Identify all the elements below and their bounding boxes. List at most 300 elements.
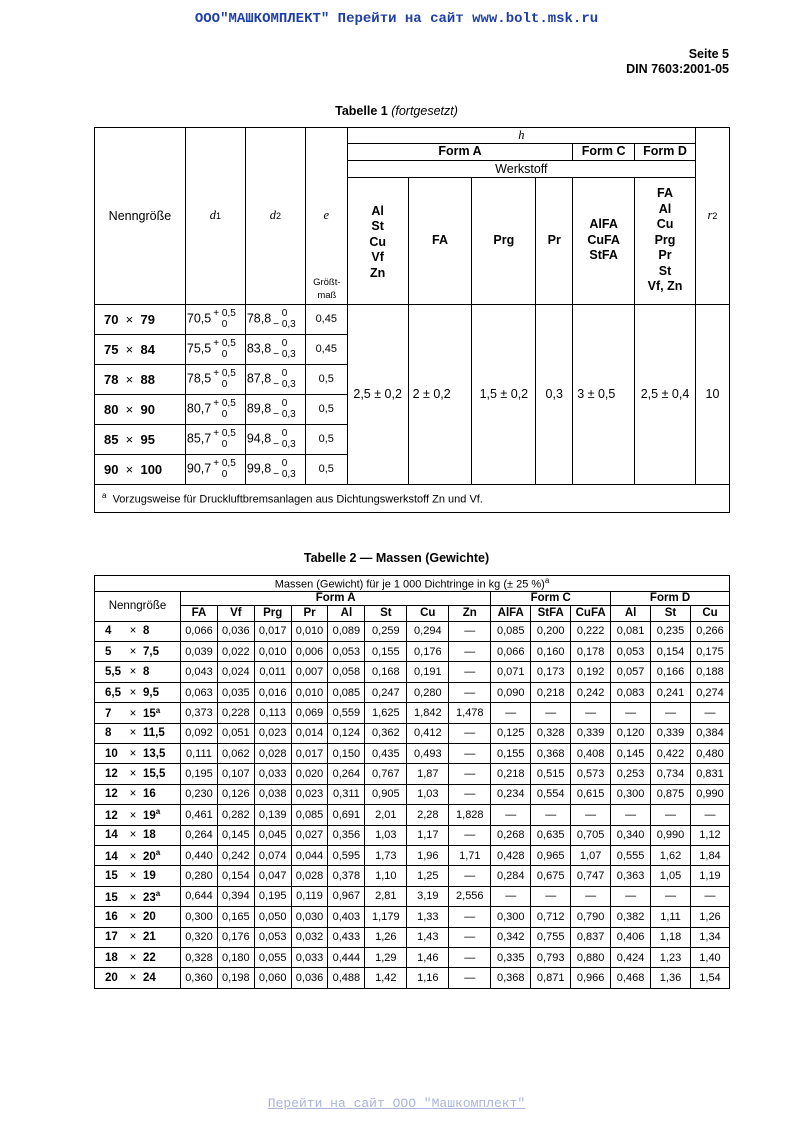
page-number: Seite 5 <box>688 47 729 61</box>
mass-value: 0,023 <box>291 784 328 804</box>
mass-value: 0,066 <box>491 642 531 662</box>
mass-value: — <box>690 886 729 906</box>
mass-value: 0,035 <box>217 682 254 702</box>
mass-value: — <box>449 642 491 662</box>
mass-value: 0,027 <box>291 825 328 845</box>
mass-value: 0,033 <box>291 947 328 967</box>
mass-value: 0,145 <box>217 825 254 845</box>
mass-value: 0,030 <box>291 907 328 927</box>
material-column-header: Zn <box>449 605 491 621</box>
mass-value: 0,074 <box>254 845 291 865</box>
mass-value: 0,198 <box>217 968 254 988</box>
mass-value: 0,006 <box>291 642 328 662</box>
mass-value: 0,259 <box>365 621 407 641</box>
mass-value: — <box>491 805 531 825</box>
mass-value: 0,124 <box>328 723 365 743</box>
mass-value: 1,16 <box>407 968 449 988</box>
mass-value: 0,675 <box>531 866 571 886</box>
size-cell: 12 × 15,5 <box>95 764 181 784</box>
mass-value: — <box>449 682 491 702</box>
mass-value: 1,03 <box>407 784 449 804</box>
mass-value: 0,234 <box>491 784 531 804</box>
mass-value: 0,264 <box>328 764 365 784</box>
mass-value: 0,480 <box>690 744 729 764</box>
mass-value: 0,990 <box>651 825 691 845</box>
mass-value: 2,81 <box>365 886 407 906</box>
mass-value: 0,403 <box>328 907 365 927</box>
mass-value: 0,595 <box>328 845 365 865</box>
mass-value: 0,831 <box>690 764 729 784</box>
material-column-header: Cu <box>407 605 449 621</box>
mass-value: 0,085 <box>328 682 365 702</box>
mass-value: 0,294 <box>407 621 449 641</box>
mass-value: 0,300 <box>491 907 531 927</box>
form-c-header: Form C <box>573 144 635 161</box>
table2-row <box>95 866 730 886</box>
mass-value: 0,412 <box>407 723 449 743</box>
mass-value: 0,050 <box>254 907 291 927</box>
mass-value: 0,268 <box>491 825 531 845</box>
mass-value: 0,274 <box>690 682 729 702</box>
footer-link[interactable]: Перейти на сайт ООО "Машкомплект" <box>267 1096 526 1111</box>
mass-value: 3,19 <box>407 886 449 906</box>
mass-value: 1,10 <box>365 866 407 886</box>
d1-cell: 75,5 + 0,5 0 <box>185 334 245 364</box>
mass-value: 0,058 <box>328 662 365 682</box>
table2-row <box>95 886 730 906</box>
mass-value: 0,071 <box>491 662 531 682</box>
table2-row <box>95 723 730 743</box>
mass-value: 0,055 <box>254 947 291 967</box>
mass-value: 0,119 <box>291 886 328 906</box>
d2-cell: 99,8 0 − 0,3 <box>245 454 305 484</box>
mass-value: 0,007 <box>291 662 328 682</box>
material-d-header: FA Al Cu Prg Pr St Vf, Zn <box>635 177 696 304</box>
d2-cell: 89,8 0 − 0,3 <box>245 394 305 424</box>
size-cell: 90 × 100 <box>95 454 186 484</box>
mass-value: 1,87 <box>407 764 449 784</box>
mass-value: — <box>651 886 691 906</box>
mass-value: — <box>611 703 651 723</box>
table2-row <box>95 703 730 723</box>
size-cell: 4 × 8 <box>95 621 181 641</box>
h-pr-value: 0,3 <box>536 304 573 484</box>
mass-value: 0,368 <box>491 968 531 988</box>
mass-value: — <box>491 886 531 906</box>
mass-value: 0,242 <box>571 682 611 702</box>
material-column-header: FA <box>181 605 218 621</box>
d1-cell: 90,7 + 0,5 0 <box>185 454 245 484</box>
size-cell: 10 × 13,5 <box>95 744 181 764</box>
mass-value: 0,033 <box>254 764 291 784</box>
mass-value: 1,34 <box>690 927 729 947</box>
mass-value: 0,010 <box>254 642 291 662</box>
mass-value: 1,05 <box>651 866 691 886</box>
mass-value: 0,378 <box>328 866 365 886</box>
nenngroesse-header: Nenngröße <box>95 128 186 305</box>
mass-value: 0,242 <box>217 845 254 865</box>
mass-value: 0,051 <box>217 723 254 743</box>
mass-value: 0,793 <box>531 947 571 967</box>
mass-value: 0,368 <box>531 744 571 764</box>
table2-row <box>95 968 730 988</box>
form-d-header: Form D <box>611 591 730 605</box>
mass-value: 0,360 <box>181 968 218 988</box>
mass-value: 0,036 <box>291 968 328 988</box>
mass-value: — <box>449 907 491 927</box>
table2-row <box>95 764 730 784</box>
mass-value: 0,069 <box>291 703 328 723</box>
mass-value: 0,734 <box>651 764 691 784</box>
table2 <box>94 575 730 989</box>
mass-value: 1,17 <box>407 825 449 845</box>
mass-value: 0,615 <box>571 784 611 804</box>
size-cell: $14 \times 20^a$ <box>95 845 181 865</box>
mass-value: 0,154 <box>651 642 691 662</box>
mass-value: 1,26 <box>365 927 407 947</box>
mass-value: 0,342 <box>491 927 531 947</box>
mass-value: 0,113 <box>254 703 291 723</box>
mass-value: — <box>449 723 491 743</box>
mass-value: — <box>449 927 491 947</box>
table1-footnote: $^a$ Vorzugsweise für Druckluftbremsanlagen aus Dichtungswerkstoff Zn und Vf. <box>95 484 730 512</box>
table2-row <box>95 642 730 662</box>
e-cell: 0,45 <box>305 334 347 364</box>
material-column-header: Prg <box>254 605 291 621</box>
mass-value: 0,139 <box>254 805 291 825</box>
mass-value: 0,032 <box>291 927 328 947</box>
mass-value: 0,057 <box>611 662 651 682</box>
mass-value: — <box>651 805 691 825</box>
mass-value: 0,468 <box>611 968 651 988</box>
material-column-header: Pr <box>291 605 328 621</box>
table1-row <box>95 304 730 334</box>
size-cell: 18 × 22 <box>95 947 181 967</box>
mass-value: 0,406 <box>611 927 651 947</box>
mass-value: 0,311 <box>328 784 365 804</box>
mass-value: 0,195 <box>254 886 291 906</box>
mass-value: 0,175 <box>690 642 729 662</box>
e-cell: 0,5 <box>305 364 347 394</box>
mass-value: 0,155 <box>491 744 531 764</box>
mass-value: 0,028 <box>291 866 328 886</box>
d1-cell: 85,7 + 0,5 0 <box>185 424 245 454</box>
table2-row <box>95 825 730 845</box>
mass-value: 0,195 <box>181 764 218 784</box>
mass-value: 0,038 <box>254 784 291 804</box>
mass-value: 0,085 <box>491 621 531 641</box>
d2-header: d2 <box>245 128 305 305</box>
mass-value: 0,284 <box>491 866 531 886</box>
r2-header: r2 <box>695 128 729 305</box>
mass-value: 0,880 <box>571 947 611 967</box>
mass-value: 0,837 <box>571 927 611 947</box>
mass-value: 0,440 <box>181 845 218 865</box>
mass-value: 0,340 <box>611 825 651 845</box>
mass-value: 0,444 <box>328 947 365 967</box>
mass-value: 0,965 <box>531 845 571 865</box>
mass-value: 1,179 <box>365 907 407 927</box>
mass-value: 0,461 <box>181 805 218 825</box>
mass-value: 1,42 <box>365 968 407 988</box>
mass-value: 1,73 <box>365 845 407 865</box>
material-column-header: AlFA <box>491 605 531 621</box>
mass-value: 1,11 <box>651 907 691 927</box>
mass-value: 0,335 <box>491 947 531 967</box>
mass-value: 0,433 <box>328 927 365 947</box>
mass-value: 0,363 <box>611 866 651 886</box>
size-cell: 16 × 20 <box>95 907 181 927</box>
form-a-header: Form A <box>181 591 491 605</box>
mass-value: 1,71 <box>449 845 491 865</box>
site-banner[interactable]: ООО"МАШКОМПЛЕКТ" Перейти на сайт www.bolt.msk.ru <box>194 11 599 27</box>
table2-row <box>95 845 730 865</box>
mass-value: — <box>449 947 491 967</box>
size-cell: 12 × 16 <box>95 784 181 804</box>
mass-value: 0,011 <box>254 662 291 682</box>
mass-value: 0,218 <box>531 682 571 702</box>
material-column-header: St <box>651 605 691 621</box>
mass-value: 1,96 <box>407 845 449 865</box>
mass-value: 1,07 <box>571 845 611 865</box>
material-fa-header: FA <box>408 177 472 304</box>
mass-value: 0,300 <box>611 784 651 804</box>
mass-value: 0,173 <box>531 662 571 682</box>
material-pr-header: Pr <box>536 177 573 304</box>
d1-header: d1 <box>185 128 245 305</box>
mass-value: 1,40 <box>690 947 729 967</box>
mass-value: — <box>611 805 651 825</box>
mass-value: 0,017 <box>254 621 291 641</box>
form-d-header: Form D <box>635 144 696 161</box>
mass-value: 0,120 <box>611 723 651 743</box>
d1-cell: 80,7 + 0,5 0 <box>185 394 245 424</box>
mass-value: 0,053 <box>328 642 365 662</box>
mass-value: 1,23 <box>651 947 691 967</box>
mass-value: 0,300 <box>181 907 218 927</box>
mass-value: 0,020 <box>291 764 328 784</box>
page-header <box>626 47 729 77</box>
standard-number: DIN 7603:2001-05 <box>626 62 729 76</box>
mass-value: 0,024 <box>217 662 254 682</box>
mass-value: 1,29 <box>365 947 407 967</box>
mass-value: 0,180 <box>217 947 254 967</box>
mass-value: — <box>491 703 531 723</box>
e-header: e Größt-maß <box>305 128 347 305</box>
d1-cell: 78,5 + 0,5 0 <box>185 364 245 394</box>
e-cell: 0,45 <box>305 304 347 334</box>
mass-value: 0,280 <box>407 682 449 702</box>
mass-value: 1,625 <box>365 703 407 723</box>
mass-value: 0,222 <box>571 621 611 641</box>
mass-value: 0,747 <box>571 866 611 886</box>
mass-value: 0,178 <box>571 642 611 662</box>
nenngroesse-header: Nenngröße <box>95 591 181 621</box>
table2-row <box>95 805 730 825</box>
mass-value: 0,166 <box>651 662 691 682</box>
mass-value: 0,154 <box>217 866 254 886</box>
d1-cell: 70,5 + 0,5 0 <box>185 304 245 334</box>
werkstoff-header: Werkstoff <box>347 160 695 177</box>
mass-value: 0,905 <box>365 784 407 804</box>
size-cell: 5,5 × 8 <box>95 662 181 682</box>
h-d-value: 2,5 ± 0,4 <box>635 304 696 484</box>
mass-value: — <box>651 703 691 723</box>
mass-value: 0,085 <box>291 805 328 825</box>
mass-value: 0,990 <box>690 784 729 804</box>
size-cell: 80 × 90 <box>95 394 186 424</box>
form-c-header: Form C <box>491 591 611 605</box>
mass-value: 0,200 <box>531 621 571 641</box>
size-cell: 85 × 95 <box>95 424 186 454</box>
mass-value: 1,03 <box>365 825 407 845</box>
mass-value: 0,422 <box>651 744 691 764</box>
mass-value: 0,559 <box>328 703 365 723</box>
mass-value: — <box>571 703 611 723</box>
material-column-header: St <box>365 605 407 621</box>
size-cell: 70 × 79 <box>95 304 186 334</box>
mass-value: 0,280 <box>181 866 218 886</box>
mass-value: 1,33 <box>407 907 449 927</box>
table2-row <box>95 744 730 764</box>
mass-value: 0,053 <box>254 927 291 947</box>
mass-value: 0,871 <box>531 968 571 988</box>
mass-value: 1,36 <box>651 968 691 988</box>
table2-caption: Tabelle 2 — Massen (Gewichte) <box>303 551 490 565</box>
mass-value: 0,339 <box>571 723 611 743</box>
size-cell: 8 × 11,5 <box>95 723 181 743</box>
table2-row <box>95 907 730 927</box>
mass-value: 0,176 <box>407 642 449 662</box>
mass-value: 0,705 <box>571 825 611 845</box>
mass-value: 1,25 <box>407 866 449 886</box>
mass-value: 0,767 <box>365 764 407 784</box>
h-header: h <box>347 128 695 144</box>
mass-value: 0,047 <box>254 866 291 886</box>
mass-value: 2,01 <box>365 805 407 825</box>
mass-value: 0,043 <box>181 662 218 682</box>
mass-value: 0,555 <box>611 845 651 865</box>
size-cell: 75 × 84 <box>95 334 186 364</box>
mass-value: — <box>531 703 571 723</box>
mass-value: 0,191 <box>407 662 449 682</box>
d2-cell: 87,8 0 − 0,3 <box>245 364 305 394</box>
h-a1-value: 2,5 ± 0,2 <box>347 304 408 484</box>
mass-value: 0,053 <box>611 642 651 662</box>
table2-row <box>95 682 730 702</box>
size-cell: 17 × 21 <box>95 927 181 947</box>
mass-value: 1,43 <box>407 927 449 947</box>
mass-value: 0,063 <box>181 682 218 702</box>
mass-value: 0,253 <box>611 764 651 784</box>
size-cell: 5 × 7,5 <box>95 642 181 662</box>
mass-value: — <box>449 866 491 886</box>
table2-row <box>95 927 730 947</box>
mass-value: 0,394 <box>217 886 254 906</box>
mass-value: 0,282 <box>217 805 254 825</box>
mass-value: 0,875 <box>651 784 691 804</box>
d2-cell: 78,8 0 − 0,3 <box>245 304 305 334</box>
mass-value: — <box>449 744 491 764</box>
mass-value: — <box>449 825 491 845</box>
mass-value: — <box>449 621 491 641</box>
mass-value: — <box>531 805 571 825</box>
mass-value: 0,044 <box>291 845 328 865</box>
material-column-header: StFA <box>531 605 571 621</box>
mass-value: 0,408 <box>571 744 611 764</box>
mass-value: 0,488 <box>328 968 365 988</box>
table1-caption: Tabelle 1 (fortgesetzt) <box>335 104 458 118</box>
mass-value: 0,017 <box>291 744 328 764</box>
mass-value: 1,12 <box>690 825 729 845</box>
mass-value: 0,382 <box>611 907 651 927</box>
mass-value: 0,235 <box>651 621 691 641</box>
mass-value: 1,62 <box>651 845 691 865</box>
mass-value: 0,362 <box>365 723 407 743</box>
mass-value: 0,022 <box>217 642 254 662</box>
mass-value: 0,266 <box>690 621 729 641</box>
material-c-header: AlFA CuFA StFA <box>573 177 635 304</box>
mass-value: 0,428 <box>491 845 531 865</box>
mass-value: 0,160 <box>531 642 571 662</box>
mass-value: 0,165 <box>217 907 254 927</box>
mass-value: 0,424 <box>611 947 651 967</box>
mass-value: 0,218 <box>491 764 531 784</box>
mass-value: 0,145 <box>611 744 651 764</box>
mass-value: 0,373 <box>181 703 218 723</box>
mass-value: 0,010 <box>291 621 328 641</box>
mass-value: 0,320 <box>181 927 218 947</box>
mass-value: 0,435 <box>365 744 407 764</box>
mass-value: 0,328 <box>531 723 571 743</box>
mass-value: — <box>449 764 491 784</box>
h-c-value: 3 ± 0,5 <box>573 304 635 484</box>
table2-row <box>95 662 730 682</box>
form-a-header: Form A <box>347 144 572 161</box>
mass-value: 0,039 <box>181 642 218 662</box>
size-cell: $15 \times 23^a$ <box>95 886 181 906</box>
table2-row <box>95 784 730 804</box>
mass-value: 0,966 <box>571 968 611 988</box>
size-cell: 14 × 18 <box>95 825 181 845</box>
mass-value: 1,478 <box>449 703 491 723</box>
mass-value: 0,036 <box>217 621 254 641</box>
mass-value: 0,554 <box>531 784 571 804</box>
mass-value: 0,126 <box>217 784 254 804</box>
mass-value: — <box>531 886 571 906</box>
mass-value: 0,691 <box>328 805 365 825</box>
mass-value: 0,028 <box>254 744 291 764</box>
mass-value: 0,010 <box>291 682 328 702</box>
mass-value: 1,46 <box>407 947 449 967</box>
h-prg-value: 1,5 ± 0,2 <box>472 304 536 484</box>
mass-value: 0,515 <box>531 764 571 784</box>
size-cell: $12 \times 19^a$ <box>95 805 181 825</box>
mass-value: 0,060 <box>254 968 291 988</box>
size-cell: 78 × 88 <box>95 364 186 394</box>
e-cell: 0,5 <box>305 454 347 484</box>
mass-value: 0,111 <box>181 744 218 764</box>
material-column-header: Al <box>611 605 651 621</box>
d2-cell: 83,8 0 − 0,3 <box>245 334 305 364</box>
mass-value: 0,356 <box>328 825 365 845</box>
mass-value: 0,125 <box>491 723 531 743</box>
mass-value: 1,842 <box>407 703 449 723</box>
table2-row <box>95 621 730 641</box>
mass-value: 0,092 <box>181 723 218 743</box>
mass-value: — <box>690 805 729 825</box>
mass-value: — <box>611 886 651 906</box>
